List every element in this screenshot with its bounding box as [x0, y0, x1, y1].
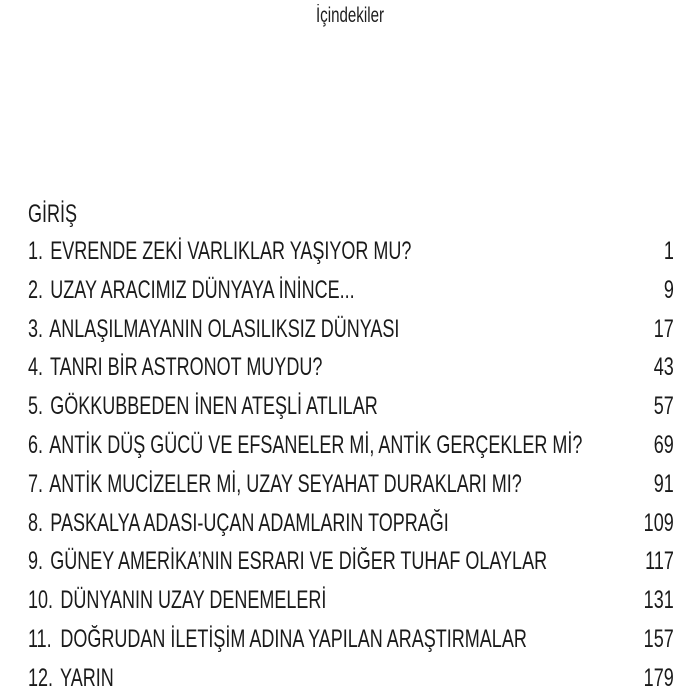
toc-entry	[28, 659, 674, 698]
toc-entry-number: 3.	[28, 314, 44, 343]
toc-entry	[28, 271, 674, 310]
table-of-contents	[28, 196, 674, 698]
toc-entry-title: GÖKKUBBEDEN İNEN ATEŞLİ ATLILAR	[50, 392, 378, 421]
toc-entry-number: 9.	[28, 547, 44, 576]
toc-entry-page: 43	[653, 353, 674, 382]
toc-entry-page: 179	[643, 663, 674, 692]
toc-entry-page: 109	[643, 508, 674, 537]
toc-entry-page: 131	[643, 586, 674, 615]
toc-entry-number: 4.	[28, 353, 44, 382]
toc-entry-label	[28, 504, 449, 543]
toc-entry-title: DÜNYANIN UZAY DENEMELERİ	[60, 586, 327, 615]
toc-entry-title: TANRI BİR ASTRONOT MUYDU?	[49, 353, 323, 382]
toc-entry	[28, 348, 674, 387]
toc-entry-page: 157	[643, 624, 674, 653]
toc-entry-title: YARIN	[60, 663, 114, 692]
toc-entry-page: 9	[663, 275, 674, 304]
toc-entry-label	[28, 581, 326, 620]
toc-entry-title: ANTİK DÜŞ GÜCÜ VE EFSANELER Mİ, ANTİK GERÇEKLER Mİ?	[49, 430, 583, 459]
toc-entry-page: 91	[653, 469, 674, 498]
toc-entry-page: 57	[653, 392, 674, 421]
toc-entry-label	[28, 426, 582, 465]
toc-entry-title: UZAY ARACIMIZ DÜNYAYA İNİNCE...	[50, 275, 355, 304]
toc-entry	[28, 310, 674, 349]
toc-entry-number: 6.	[28, 430, 44, 459]
toc-entry-title: PASKALYA ADASI-UÇAN ADAMLARIN TOPRAĞI	[50, 508, 449, 537]
toc-entry-number: 1.	[28, 237, 44, 265]
toc-entry-number: 5.	[28, 392, 44, 421]
toc-entry-title: ANTİK MUCİZELER Mİ, UZAY SEYAHAT DURAKLARI MI?	[49, 469, 522, 498]
toc-entry-label	[28, 232, 411, 271]
toc-entry-label	[28, 310, 399, 349]
toc-entry-label	[28, 465, 522, 504]
toc-entry-page: 17	[653, 314, 674, 343]
toc-entry-number: 12.	[28, 663, 54, 692]
toc-entry-label	[28, 271, 355, 310]
toc-entry	[28, 504, 674, 543]
toc-entry	[28, 465, 674, 504]
toc-entry-label	[28, 659, 114, 698]
toc-entry	[28, 581, 674, 620]
toc-entry-number: 7.	[28, 469, 44, 498]
toc-entry-page: 1	[663, 237, 674, 265]
toc-entry-page: 117	[645, 547, 674, 576]
toc-entry-label	[28, 348, 322, 387]
toc-entry-title: EVRENDE ZEKİ VARLIKLAR YAŞIYOR MU?	[50, 237, 412, 265]
toc-entry-number: 2.	[28, 275, 44, 304]
toc-entry-number: 11.	[28, 624, 52, 653]
toc-entry-title: GÜNEY AMERİKA’NIN ESRARI VE DİĞER TUHAF OLAYLAR	[50, 547, 548, 576]
toc-entry	[28, 387, 674, 426]
toc-entry-title: DOĞRUDAN İLETİŞİM ADINA YAPILAN ARAŞTIRMALAR	[60, 624, 527, 653]
toc-entry-label	[28, 620, 527, 659]
toc-heading-introduction: GİRİŞ	[28, 200, 78, 228]
toc-entry-label	[28, 542, 547, 581]
toc-entry	[28, 426, 674, 465]
toc-entry	[28, 232, 674, 271]
toc-entry	[28, 620, 674, 659]
toc-entry-number: 8.	[28, 508, 44, 537]
toc-entry-page: 69	[653, 430, 674, 459]
toc-entry	[28, 542, 674, 581]
page-title: İçindekiler	[315, 4, 385, 27]
toc-entry-number: 10.	[28, 586, 54, 615]
toc-entry-label	[28, 387, 378, 426]
toc-entry-title: ANLAŞILMAYANIN OLASILIKSIZ DÜNYASI	[49, 314, 400, 343]
